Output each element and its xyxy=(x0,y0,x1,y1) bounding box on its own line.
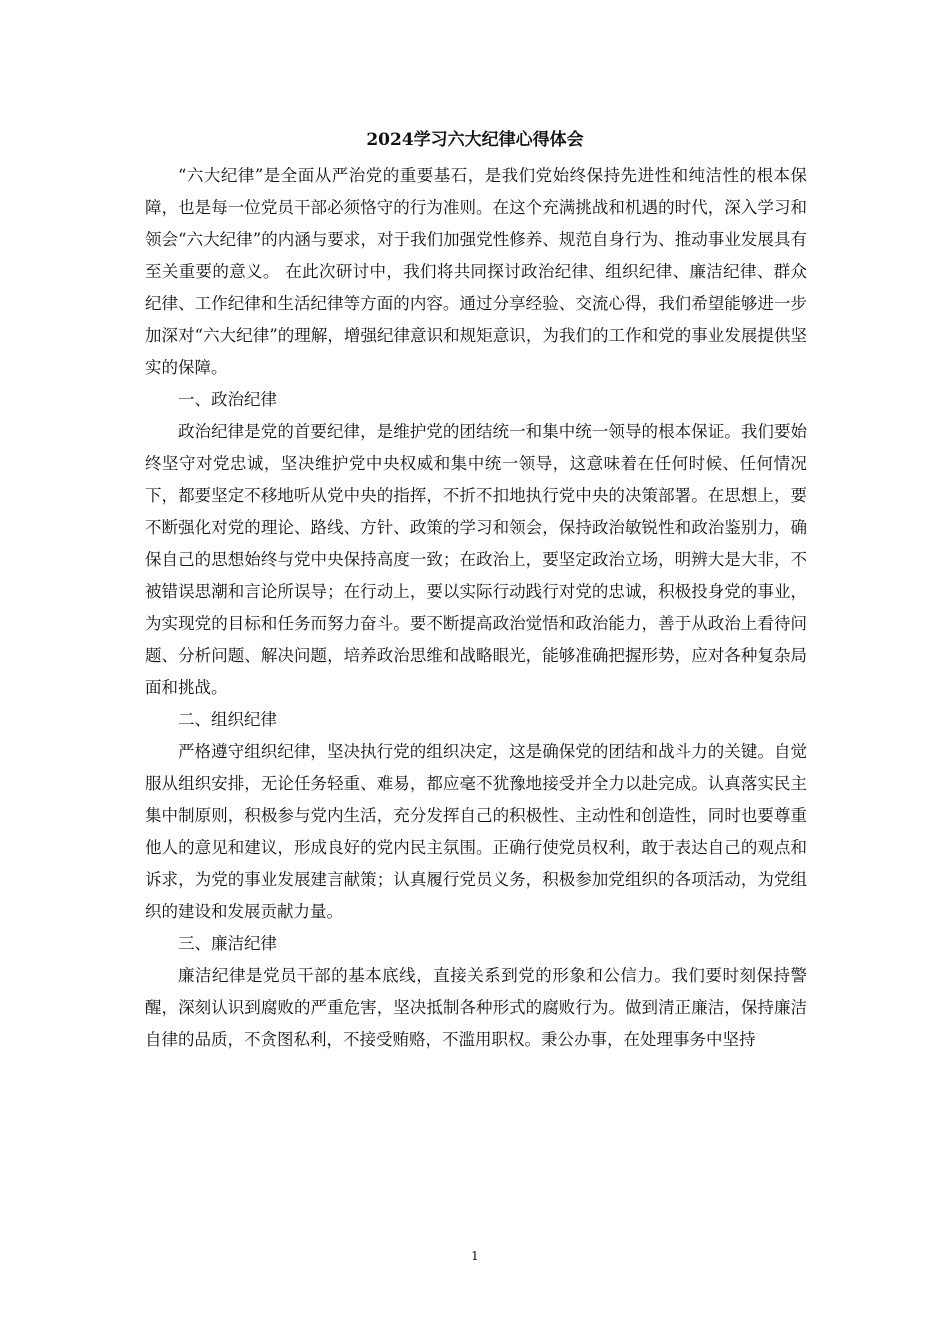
intro-paragraph: “六大纪律”是全面从严治党的重要基石，是我们党始终保持先进性和纯洁性的根本保障，也是每一位党员干部必须恪守的行为准则。在这个充满挑战和机遇的时代，深入学习和领会“六大纪律”的内涵与要求，对于我们加强党性修养、规范自身行为、推动事业发展具有至关重要的意义。 在此次研讨中，我们将共同探讨政治纪律、组织纪律、廉洁纪律、群众纪律、工作纪律和生活纪律等方面的内容。通过分享经验、交流心得，我们希望能够进一步加深对“六大纪律”的理解，增强纪律意识和规矩意识，为我们的工作和党的事业发展提供坚实的保障。 xyxy=(145,166,807,377)
section-paragraph-organizational: 严格遵守组织纪律，坚决执行党的组织决定，这是确保党的团结和战斗力的关键。自觉服从组织安排，无论任务轻重、难易，都应毫不犹豫地接受并全力以赴完成。认真落实民主集中制原则，积极参与党内生活，充分发挥自己的积极性、主动性和创造性，同时也要尊重他人的意见和建议，形成良好的党内民主氛围。正确行使党员权利，敢于表达自己的观点和诉求，为党的事业发展建言献策；认真履行党员义务，积极参加党组织的各项活动，为党组织的建设和发展贡献力量。 xyxy=(145,742,807,921)
section-heading-integrity: 三、廉洁纪律 xyxy=(178,934,277,953)
page-number: 1 xyxy=(471,1249,479,1263)
section-heading-organizational: 二、组织纪律 xyxy=(178,710,277,729)
section-heading-political: 一、政治纪律 xyxy=(178,390,277,409)
document-body xyxy=(145,160,807,1056)
section-paragraph-integrity: 廉洁纪律是党员干部的基本底线，直接关系到党的形象和公信力。我们要时刻保持警醒，深刻认识到腐败的严重危害，坚决抵制各种形式的腐败行为。做到清正廉洁，保持廉洁自律的品质，不贪图私利，不接受贿赂，不滥用职权。秉公办事，在处理事务中坚持 xyxy=(145,966,807,1049)
section-paragraph-political: 政治纪律是党的首要纪律，是维护党的团结统一和集中统一领导的根本保证。我们要始终坚守对党忠诚，坚决维护党中央权威和集中统一领导，这意味着在任何时候、任何情况下，都要坚定不移地听从党中央的指挥，不折不扣地执行党中央的决策部署。在思想上，要不断强化对党的理论、路线、方针、政策的学习和领会，保持政治敏锐性和政治鉴别力，确保自己的思想始终与党中央保持高度一致；在政治上，要坚定政治立场，明辨大是大非，不被错误思潮和言论所误导；在行动上，要以实际行动践行对党的忠诚，积极投身党的事业，为实现党的目标和任务而努力奋斗。要不断提高政治觉悟和政治能力，善于从政治上看待问题、分析问题、解决问题，培养政治思维和战略眼光，能够准确把握形势，应对各种复杂局面和挑战。 xyxy=(145,422,807,697)
document-title: 2024学习六大纪律心得体会 xyxy=(366,130,584,150)
